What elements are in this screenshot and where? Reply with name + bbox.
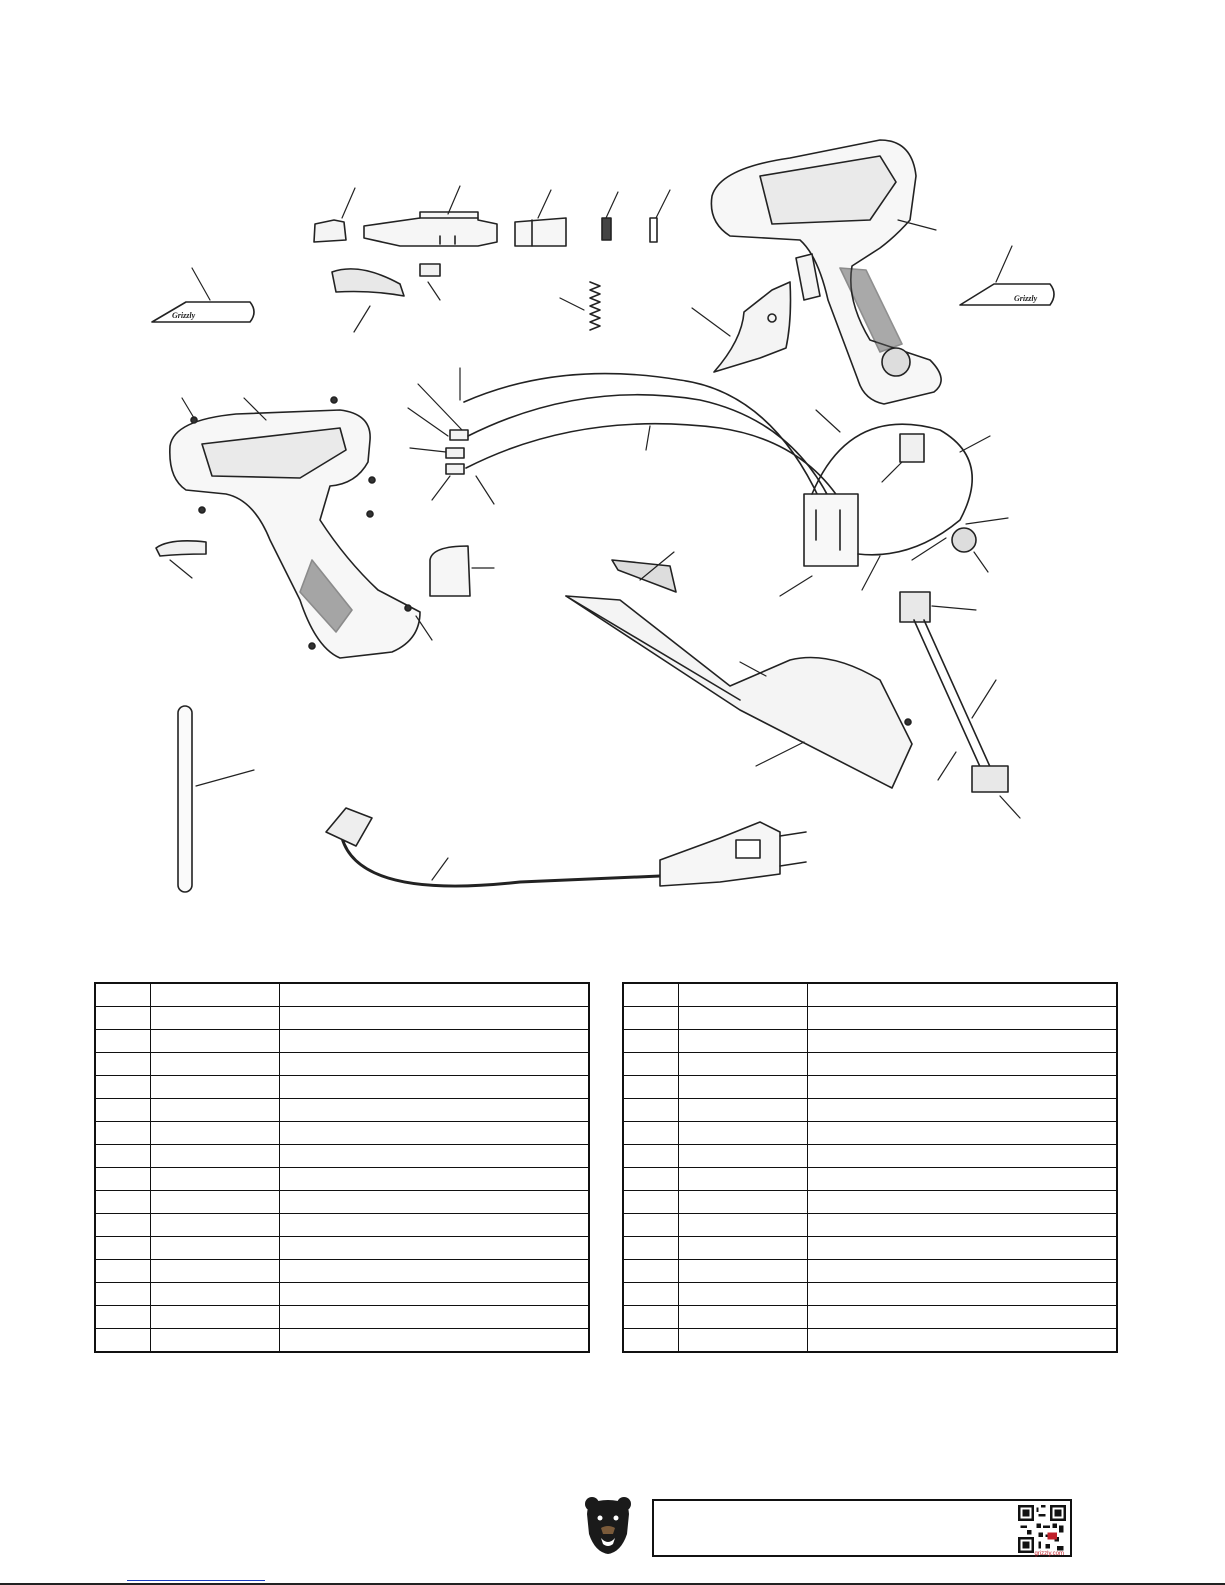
table-row — [95, 1099, 589, 1122]
table-cell — [95, 1053, 151, 1076]
table-cell — [280, 1260, 590, 1283]
table-cell — [95, 1030, 151, 1053]
table-cell — [623, 1007, 679, 1030]
heating-element — [566, 596, 912, 788]
table-cell — [623, 1168, 679, 1191]
table-row — [623, 1237, 1117, 1260]
table-cell — [151, 1306, 280, 1329]
table-cell — [280, 1306, 590, 1329]
table-cell — [151, 1329, 280, 1353]
table-cell — [280, 1191, 590, 1214]
table-cell — [280, 1099, 590, 1122]
table-cell — [808, 1122, 1118, 1145]
table-cell — [151, 1076, 280, 1099]
table-cell — [280, 1122, 590, 1145]
table-cell — [808, 1237, 1118, 1260]
table-cell — [623, 1099, 679, 1122]
pin — [650, 218, 657, 242]
table-cell — [280, 1145, 590, 1168]
wires — [464, 374, 840, 500]
table-cell — [623, 1214, 679, 1237]
table-row — [95, 1145, 589, 1168]
table-cell — [808, 1007, 1118, 1030]
table-cell — [808, 1030, 1118, 1053]
table-row — [95, 1053, 589, 1076]
table-cell — [623, 1122, 679, 1145]
table-row — [95, 1329, 589, 1353]
table-cell — [679, 1030, 808, 1053]
table-cell — [151, 1122, 280, 1145]
glue-stick — [178, 706, 192, 892]
table-cell — [151, 1191, 280, 1214]
footer-link-underline[interactable] — [127, 1580, 265, 1581]
table-cell — [808, 1306, 1118, 1329]
table-row — [623, 1030, 1117, 1053]
nozzle-tip — [314, 220, 346, 242]
table-cell — [95, 1329, 151, 1353]
table-cell — [151, 1237, 280, 1260]
table-cell — [623, 1306, 679, 1329]
table-cell — [95, 1007, 151, 1030]
table-cell — [95, 1214, 151, 1237]
table-cell — [679, 1214, 808, 1237]
table-row — [623, 1329, 1117, 1353]
table-cell — [95, 1191, 151, 1214]
table-row — [95, 983, 589, 1007]
table-cell — [623, 1145, 679, 1168]
table-cell — [95, 1076, 151, 1099]
table-row — [95, 1214, 589, 1237]
table-cell — [808, 1076, 1118, 1099]
table-row — [95, 1030, 589, 1053]
table-row — [95, 1191, 589, 1214]
table-cell — [623, 1260, 679, 1283]
table-cell — [280, 1007, 590, 1030]
table-row — [623, 1306, 1117, 1329]
table-cell — [808, 1329, 1118, 1353]
table-cell — [280, 1053, 590, 1076]
table-row — [623, 983, 1117, 1007]
table-cell — [679, 1122, 808, 1145]
parts-table-left — [94, 982, 590, 1353]
table-cell — [280, 1168, 590, 1191]
table-cell — [808, 1283, 1118, 1306]
table-cell — [151, 1145, 280, 1168]
circuit-board — [804, 494, 858, 566]
small-spring — [602, 218, 611, 240]
table-cell — [95, 983, 151, 1007]
table-cell — [280, 1030, 590, 1053]
table-cell — [151, 1099, 280, 1122]
table-row — [623, 1283, 1117, 1306]
table-cell — [679, 983, 808, 1007]
table-cell — [679, 1099, 808, 1122]
heat-shield — [332, 269, 404, 296]
table-row — [95, 1122, 589, 1145]
table-cell — [151, 1168, 280, 1191]
table-cell — [95, 1099, 151, 1122]
table-cell — [808, 983, 1118, 1007]
table-row — [623, 1191, 1117, 1214]
table-cell — [151, 1053, 280, 1076]
lever — [156, 541, 206, 556]
cable-bundle — [900, 592, 1008, 792]
table-cell — [280, 1237, 590, 1260]
table-cell — [280, 1329, 590, 1353]
table-cell — [151, 1283, 280, 1306]
table-cell — [679, 1053, 808, 1076]
logo-label-left — [152, 302, 254, 322]
nozzle-body — [364, 212, 497, 246]
table-cell — [95, 1145, 151, 1168]
table-row — [623, 1260, 1117, 1283]
table-cell — [95, 1283, 151, 1306]
table-cell — [95, 1168, 151, 1191]
table-cell — [623, 1076, 679, 1099]
cover-plate — [430, 546, 470, 596]
table-row — [95, 1260, 589, 1283]
table-row — [95, 1007, 589, 1030]
bear-logo-icon — [583, 1494, 633, 1556]
table-cell — [623, 1237, 679, 1260]
table-cell — [623, 1329, 679, 1353]
table-cell — [95, 1306, 151, 1329]
table-row — [623, 1099, 1117, 1122]
table-row — [95, 1076, 589, 1099]
right-housing-half — [711, 140, 941, 404]
table-cell — [623, 1030, 679, 1053]
trigger — [714, 282, 791, 372]
qr-caption: grizzly.com — [1034, 1551, 1064, 1557]
table-cell — [623, 983, 679, 1007]
table-row — [95, 1306, 589, 1329]
table-cell — [679, 1237, 808, 1260]
table-cell — [280, 1076, 590, 1099]
table-row — [623, 1145, 1117, 1168]
table-row — [623, 1007, 1117, 1030]
small-insulator — [420, 264, 440, 276]
table-cell — [95, 1237, 151, 1260]
table-cell — [280, 1214, 590, 1237]
table-cell — [679, 1168, 808, 1191]
table-cell — [151, 1007, 280, 1030]
table-row — [95, 1283, 589, 1306]
table-cell — [679, 1260, 808, 1283]
table-row — [623, 1122, 1117, 1145]
table-cell — [808, 1168, 1118, 1191]
table-cell — [808, 1191, 1118, 1214]
table-cell — [679, 1191, 808, 1214]
svg-text:Grizzly: Grizzly — [1014, 294, 1038, 303]
table-cell — [679, 1076, 808, 1099]
table-cell — [808, 1214, 1118, 1237]
table-cell — [151, 983, 280, 1007]
logo-lettering — [172, 294, 1038, 320]
table-cell — [280, 1283, 590, 1306]
long-spring — [590, 282, 600, 330]
table-cell — [679, 1283, 808, 1306]
table-cell — [95, 1122, 151, 1145]
power-cord — [326, 808, 806, 886]
table-cell — [151, 1030, 280, 1053]
table-cell — [808, 1053, 1118, 1076]
table-cell — [280, 983, 590, 1007]
table-cell — [623, 1191, 679, 1214]
footer-box — [652, 1499, 1072, 1557]
table-row — [623, 1053, 1117, 1076]
table-row — [95, 1237, 589, 1260]
table-row — [623, 1076, 1117, 1099]
table-row — [95, 1168, 589, 1191]
table-cell — [623, 1283, 679, 1306]
table-cell — [808, 1260, 1118, 1283]
wire-insulators — [446, 430, 468, 474]
logo-label-right — [960, 284, 1054, 305]
table-cell — [679, 1145, 808, 1168]
table-row — [623, 1168, 1117, 1191]
table-cell — [151, 1260, 280, 1283]
table-cell — [151, 1214, 280, 1237]
table-cell — [95, 1260, 151, 1283]
table-row — [623, 1214, 1117, 1237]
table-cell — [679, 1306, 808, 1329]
parts-table-right — [622, 982, 1118, 1353]
table-cell — [808, 1145, 1118, 1168]
table-cell — [679, 1007, 808, 1030]
sleeve — [515, 218, 566, 246]
svg-text:Grizzly: Grizzly — [172, 311, 196, 320]
table-cell — [679, 1329, 808, 1353]
qr-code-icon[interactable] — [1018, 1505, 1066, 1553]
table-cell — [808, 1099, 1118, 1122]
table-cell — [623, 1053, 679, 1076]
left-housing-half — [170, 410, 420, 658]
